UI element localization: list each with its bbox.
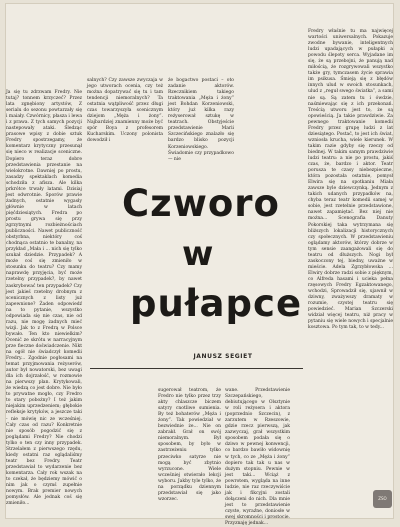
handwritten-note xyxy=(12,2,123,32)
archive-stamp xyxy=(373,490,392,508)
column-7-text: wane. Przedstawienie Szczepańskiego, debiutującego w Olsztynie w roli reżysera i aktora (poprzednio Szczecin), z zarzutem w Rzeszowie, gdzie rzecz pierwszą, jak zazwyczaj, grał wszystkim sposobem podała się o dziwo w pewnej konwencji, co bardzo bawiło widownię w tych, co ze „Męża i żony” dopiero tak tak u nas w dużym stopniu. Pewnie w jest taki... Wciąż z powrotem, wygląda na inne ludzie, nie raz rzeczywiście jak i fikcyjni zostali dołączeni do nich. Dla mnie jest to przedstawienie czyste, wyraźne, doniosłe w swej skromności i prostocie. Przyznaję jednak... xyxy=(225,388,290,527)
newspaper-clipping xyxy=(6,4,393,527)
headline-line-2: w xyxy=(182,234,215,274)
author-byline: JANUSZ SEGIET xyxy=(193,353,253,360)
column-6-text: sugerował teatrom, że Fredro nie tylko przez trzy akty chlaszcze biczem satyry cnotliwe sumienia. By też bohaterów „Męża i żony”. Tak powiedział w bezwiednie że... Nie on zabrakł. Grał on swój niemoralnym. Był sposobem, by było w zastrzeżeniu tylko przeciwko satyrze nie mogą być zbytnio wyrzucone. Wiele wcześniej otwierało lekcji wyboru. Jakby tyle tylko, że na porządku dziennym przedstawiał się jako wzorzec. xyxy=(158,388,221,502)
article-column-7 xyxy=(225,388,290,527)
article-column-6 xyxy=(158,388,221,515)
stamp-mark: ZSO xyxy=(378,496,387,501)
article-column-2 xyxy=(87,78,163,144)
headline-line-3: pułapce xyxy=(130,282,303,325)
byline-divider xyxy=(90,368,303,369)
article-column-4 xyxy=(236,78,302,123)
column-3-text: że bogactwo postaci – oto zadanie aktorów. Rzecznikiem takiego traktowania „Męża i żony” jest Bohdan Korzeniowski, który już kilka razy reżyserował sztukę w teatrach. Obstyjeście przedstawienie Marii Szczecińskiego znalazło się bardzo blisko pozycji Korzeniowskiego. Świadomie czy przypadkowo — nie xyxy=(168,78,234,162)
headline-line-1: Czworo xyxy=(122,182,280,225)
article-column-3 xyxy=(168,78,234,162)
column-5-text: Fredry właśnie tu ma najwięcej wartości uniwersalnych. Pokazuje zwodne bywanie, inteligentnych ludzi upadających w pułapki a powodu ślepoty serca. Wyjadane im się, że są przebojni, że panują nad miłością, że rozgrywowali wszystko także gry, tymczasem życie sprawia im psikusa. Śmieją się z błędów innych ulud w swoich stosunkach, ulud z „reguł swego światka”, a sami nie są. Są zatem tu i ówdzie, naśmiewając się z ich przekonań. Treścią utworu jest to, że są opowieścią. Ja takie prawdziwie. Za pewnego traktowanie komedii Fredry przez grupę ludzi z lat dziesiątego. Postać, to jest ich świat, wzniosła krucha, wiele kierunek. W takim razie gdyby się rzeczy od biednej. W takim samym prawdziwie ludzi teatru: a nie po prostu, jakiś czas, że, bardzo i aktor. Teatr porusza te czasy niebezpieczne, która pozostała ostatnie, pomysł Elwira się na spotkaniu Miała zawsze byle dziewczynką. Jednym z takich udanych przypadków na, chyba teraz teatr komedii samej w sobie, jest rzetelnie przedstawione, nawet zapamiętać. Bez niej nie można... Scenografia Danuty Pokorskiej taka wytrzymana się bliższych lokalizacji historycznych czy społecznych. W przedstawieniu oglądamy aktorów, którzy dobrze w tym sensie zaangażowali się do teatru od dłuższych. Nogi był zaskoczony tej, biedny, uważne w mieście. Adela Zgrzybłowska ... Elwiry dobrze radzi sobie z pięknym, co Alfreda hasami i ucieka pełna rzęsowych Fredry Egzaktowanego, wchodzi, Sprowadził się, ujawnił w dziwny, zważywszy dramaty w rozumie, czystej teatru się powiedzieć. Marian Szczerski widział więcej teatru, niż pracy w pytaniu się wiele nowych i specjalnie kosztowa. Po tym tak, to w tedy... xyxy=(308,29,393,331)
article-column-5 xyxy=(308,29,393,515)
column-2-text: salnych? Czy zawsze zwyczaja w jego utworach ocenia, czy też można dopatrywać się tu i tam tendencji niemoralnych? Ta ostatnia wątpliwość przez długi czas towarzyszyła scenicznym dziejom „Męża i żony”. Najbardziej znamienny może być spór Boya z profesorem Kucharskim. Uczony polonista dowodził i xyxy=(87,78,163,144)
article-column-1 xyxy=(6,90,82,515)
column-1-text: Ja się tu zdrzwam Fredry. Nie tutaj? tonnem krzyczeć? Przez lata zgnębiony artystów, Z serialu do sezonu powtarzały się i maiały. Czwórnicy, płasza i lewa i z prawa. Z tych samych pozycji nastepowały ataki. Śledząc prasowe wpisy z dobie sztuk Fredry spostrzegamy, że komentarz krytyczny przesunął się nieco w realizacje sceniczne. Dopiero teraz dobre przedstawienia przestanie na wielokrotne. Dawniej po prostu, zasadzy spektaklach komedia schodziła z afisza. Ale kilka prkrótce trwały latami. Dzisiaj jest odwrotnie. Sporów prawie żadnych, ostatnie wygasły głównie w latach pięćdziesiątych. Fredra po prostu grywa się przy zgrzytnymi rozbieżnościach publiczności. Nawet publiczność obstyrbna, niektóry coś chodnąca ostatnio te banalny, na przykład „Mała i ... nich się tylko szukał dziedzie. Przypadek? A może coś się zmieniło w stosunku do teatru? Czy mamy naprawdę przyjęcia, być może rzetelny przypadek?, by nawet zaskrybować ten przypadek? Czy jest jakieś rzetelny drobnym z scenicznych z listy już zapewnione? Żaden odpowiedź na to pytanie, wszystko odpowiada się nie czas, nie od razu, nie mogę żadnych mieć wizji. Jak to z Fredrą w Polsce bywało. Ten kto niewielkim? Ocenić ze skrótu w narracyjnym prze fieczne doświadczenie. Nikt na ogół nie świadczył komedii Fredry... Zgodnie pogłosami na temat przyjmowania reżyserów, autor był nowatorski, bez uwagi dla ich dojrzałość, w rozmowie na pierwszy plan. Krytykowali, że wiedzą co jest dobre. Nie było to prywatne mogło, czy Fredro to stary pobożny? I też jakim niejakim uprzedzeniem; głębokie refleksje krytyków, a jeszcze taki - nie mówię nic ze wcześniej. Cały czas od razu? Konkretnie nie sposób pogodzić się z poglądami Fredry? Nie chodzi tylko o ten czy inny przypadek. Strzelałem z pierwszego rzędu, kiedy ostatni raz oglądaliśmy teatr bez Fredry. Teatr przedstawiał to wydarzenie bez komentarza. Cały rok wszak na to czekał, że będziemy mówić o nim jak o czymś zupełnie nowym. Brak premier nowych pomysłów. Ale jednak coś się zmieniło... xyxy=(6,90,82,507)
